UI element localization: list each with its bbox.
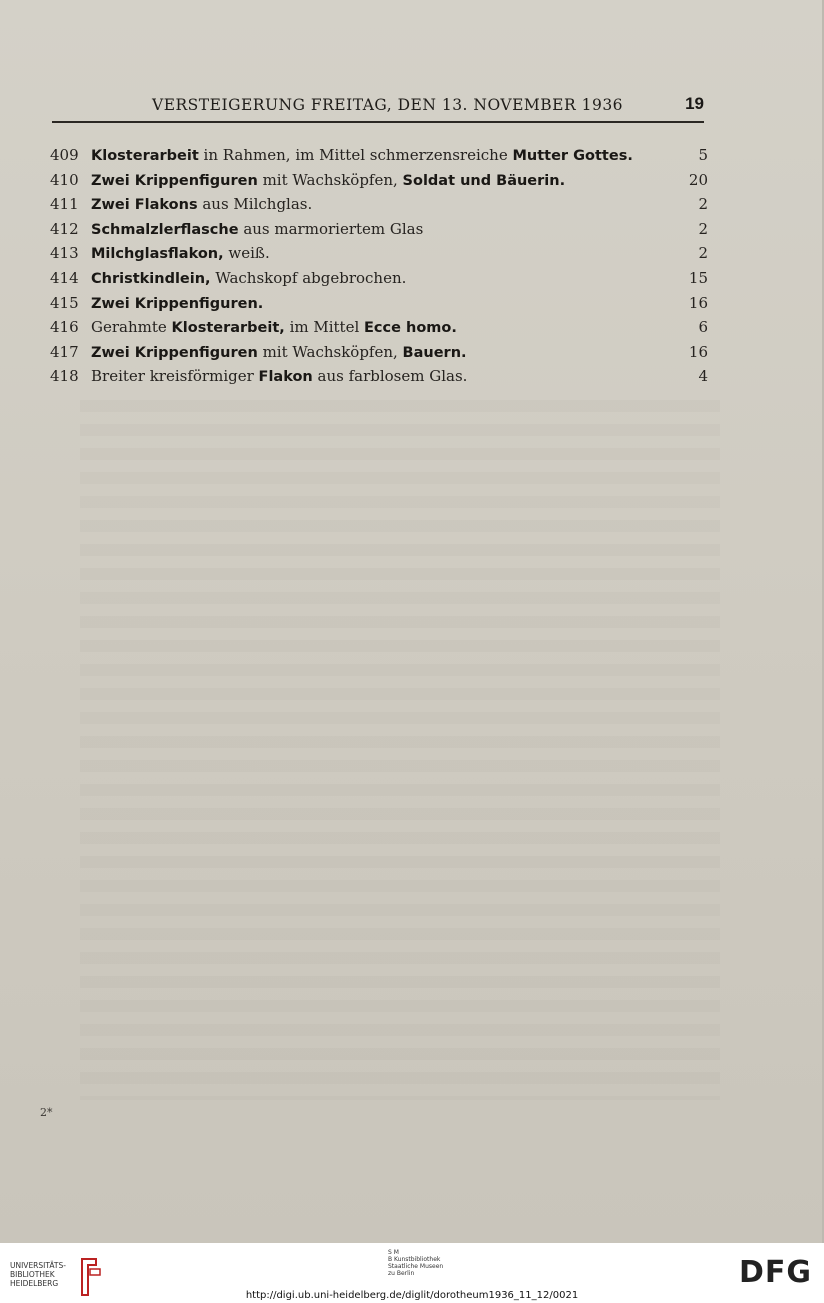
lot-item — [50, 269, 708, 294]
lot-number: 414 — [50, 268, 79, 287]
lot-price: 15 — [688, 268, 708, 287]
dfg-logo[interactable]: DFG — [738, 1255, 812, 1290]
kunstbibliothek-logo: S M B Kunstbibliothek Staatliche Museen zu Berlin — [388, 1249, 444, 1277]
lot-number: 410 — [50, 170, 79, 189]
lot-description: Klosterarbeit in Rahmen, im Mittel schmerzensreiche Mutter Gottes. — [91, 146, 633, 164]
lot-price: 2 — [698, 195, 708, 214]
lot-description: Milchglasflakon, weiß. — [91, 244, 270, 263]
lot-price: 20 — [688, 170, 708, 189]
lot-number: 416 — [50, 318, 79, 337]
page-number: 19 — [685, 94, 704, 113]
source-url-link[interactable]: http://digi.ub.uni-heidelberg.de/diglit/dorotheum1936_11_12/0021 — [245, 1290, 579, 1301]
lot-number: 411 — [50, 195, 79, 214]
lot-price: 5 — [698, 146, 708, 164]
lot-item — [50, 294, 708, 319]
lot-description: Gerahmte Klosterarbeit, im Mittel Ecce homo. — [91, 318, 457, 337]
lot-item — [50, 195, 708, 220]
lot-item — [50, 244, 708, 269]
lot-number: 415 — [50, 293, 79, 312]
lot-price: 2 — [698, 219, 708, 238]
footer — [0, 1243, 824, 1303]
lot-item — [50, 220, 708, 245]
lot-price: 6 — [698, 318, 708, 337]
signature-mark: 2* — [40, 1106, 53, 1119]
library-name: UNIVERSITÄTS- BIBLIOTHEK HEIDELBERG — [10, 1261, 66, 1288]
lot-description: Christkindlein, Wachskopf abgebrochen. — [91, 268, 407, 287]
header-rule — [52, 121, 704, 123]
lot-price: 4 — [698, 367, 708, 386]
lot-number: 413 — [50, 244, 79, 263]
bleed-through-texture — [80, 400, 720, 1100]
lot-price: 2 — [698, 244, 708, 263]
lot-item — [50, 318, 708, 343]
lot-item — [50, 343, 708, 368]
lot-item — [50, 367, 708, 392]
lot-price: 16 — [688, 342, 708, 361]
lot-item — [50, 171, 708, 196]
lot-item — [50, 146, 708, 171]
lot-number: 418 — [50, 367, 79, 386]
lot-description: Zwei Krippenfiguren. — [91, 295, 264, 312]
lot-description: Zwei Krippenfiguren mit Wachsköpfen, Soldat und Bäuerin. — [91, 170, 566, 189]
lot-description: Zwei Flakons aus Milchglas. — [91, 195, 313, 214]
lot-price: 16 — [688, 293, 708, 312]
lot-number: 409 — [50, 146, 79, 164]
lot-number: 417 — [50, 342, 79, 361]
lot-description: Breiter kreisförmiger Flakon aus farblosem Glas. — [91, 367, 468, 386]
header-title: VERSTEIGERUNG FREITAG, DEN 13. NOVEMBER 1936 — [152, 96, 624, 114]
lot-list — [50, 146, 708, 392]
lot-number: 412 — [50, 219, 79, 238]
page-header — [52, 92, 704, 120]
lot-description: Schmalzlerflasche aus marmoriertem Glas — [91, 219, 424, 238]
lot-description: Zwei Krippenfiguren mit Wachsköpfen, Bauern. — [91, 342, 467, 361]
